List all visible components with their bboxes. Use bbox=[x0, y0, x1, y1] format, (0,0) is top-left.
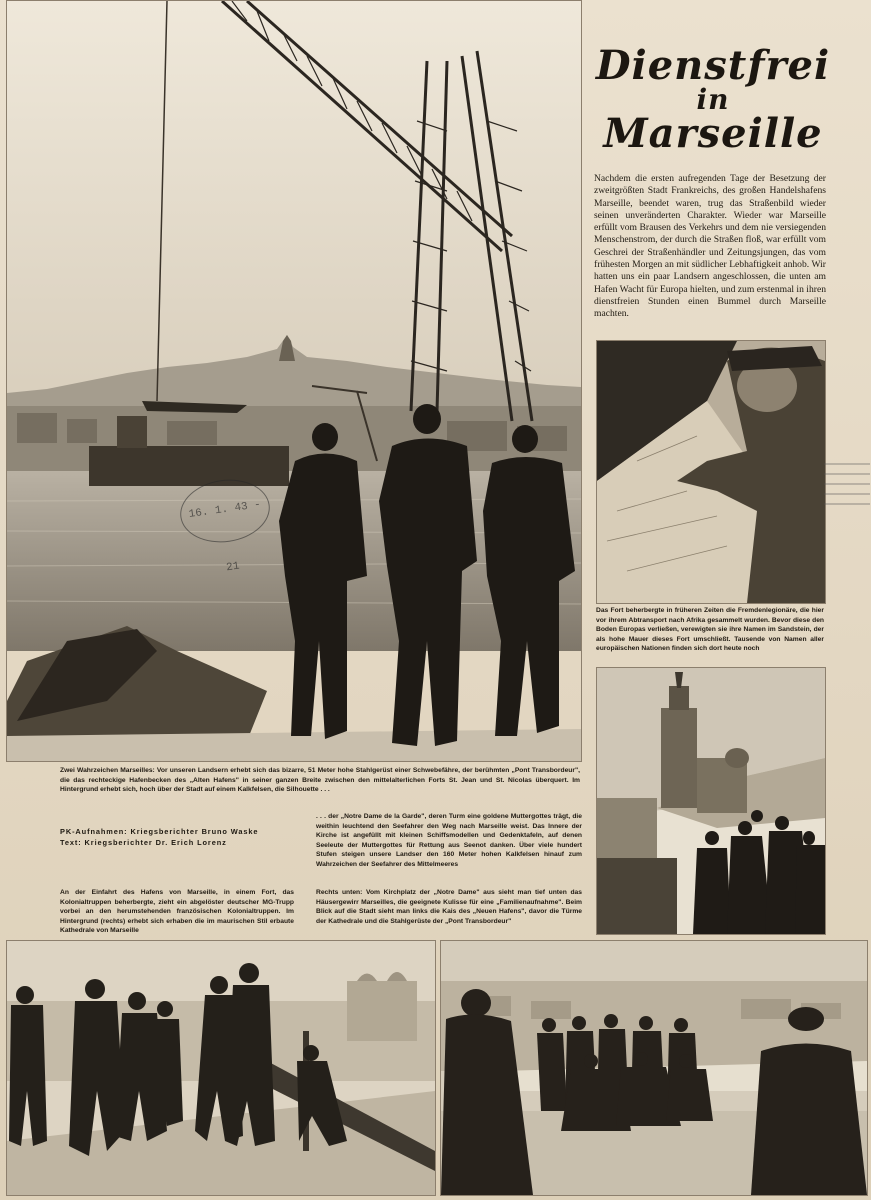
caption-fort: Das Fort beherbergte in früheren Zeiten die Fremdenlegionäre, die hier vor ihrem Abtransport nach Afrika gesammelt wurden. Bevor diese den Boden Europas verließen, verewigten sie ihre Namen im Sandstein, der als hohe Mauer dieses Fort umschließt. Tausende von Namen aller europäischen Nationen finden sich dort heute noch bbox=[596, 607, 824, 653]
title-line-2: in bbox=[696, 83, 730, 116]
credit-text: Text: Kriegsberichter Dr. Erich Lorenz bbox=[60, 838, 227, 847]
title-line-3: Marseille bbox=[603, 110, 823, 157]
caption-notre-dame: . . . der „Notre Dame de la Garde", deren Turm eine goldene Muttergottes trägt, die weithin leuchtend den Seefahrer den Weg nach Marseille weist. Das Innere der Kirche ist angefüllt mit kleinen Schiffsmodellen und Gedenktafeln, auf denen Seeleute der Muttergottes für Rettung aus Seenot danken. Über viele hundert Stufen steigen unsere Landser den 160 Meter hohen Kalkfelsen hinauf zum Wahrzeichen der Seefahrer des Mittelmeeres bbox=[316, 813, 582, 868]
fort-wall-photo bbox=[596, 340, 826, 604]
group-photo bbox=[440, 940, 868, 1196]
mg-troop-photo bbox=[6, 940, 436, 1196]
caption-church-square: Rechts unten: Vom Kirchplatz der „Notre Dame" aus sieht man tief unten das Häusergewirr Marseilles, die geeignete Kulisse für eine „Familienaufnahme". Beim Blick auf die Stadt sieht man links die Kais des „Neuen Hafens", davor die Türme der Kathedrale und die Stahlgerüste der „Pont Transbordeur" bbox=[316, 889, 582, 925]
credit-photos: PK-Aufnahmen: Kriegsberichter Bruno Waske bbox=[60, 827, 259, 836]
postmark-stamp: 16. 1. 43 - 21 bbox=[176, 474, 274, 548]
article-title bbox=[590, 44, 836, 164]
caption-harbor-entrance: An der Einfahrt des Hafens von Marseille, in einem Fort, das Kolonialtruppen beherbergte, zieht ein abgelöster deutscher MG-Trupp vorbei an den herumstehenden französischen Kolonialtruppen. Im Hintergrund (rechts) erhebt sich erhaben die im maurischen Stil erbaute Kathedrale von Marseille bbox=[60, 889, 294, 935]
title-line-1: Dienstfrei bbox=[595, 42, 831, 89]
caption-main: Zwei Wahrzeichen Marseilles: Vor unseren Landsern erhebt sich das bizarre, 51 Meter hohe Stahlgerüst einer Schwebefähre, der berühmten „Pont Transbordeur", die das rechteckige Hafenbecken des „Alten Hafens" in seiner ganzen Breite zwischen den mittelalterlichen Forts St. Jean und St. Nicolas überquert. Im Hintergrund erhebt sich, hoch über der Stadt auf einem Kalkfelsen, die Silhouette . . . bbox=[60, 767, 580, 794]
photo-credits bbox=[60, 826, 300, 848]
main-photo-transporter-bridge bbox=[6, 0, 582, 762]
postmark-lines bbox=[824, 456, 870, 516]
notre-dame-photo bbox=[596, 667, 826, 935]
article-lead: Nachdem die ersten aufregenden Tage der Besetzung der zweitgrößten Stadt Frankreichs, des großen Handelshafens Marseille, beendet waren, trug das Straßenbild wieder seinen unveränderten Charakter. Wieder war Marseille erfüllt vom Brausen des Verkehrs und dem nie versiegenden Menschenstrom, der durch die Straßen floß, war erfüllt vom Geschrei der Straßenhändler und Zeitungsjungen, das vom frühesten Morgen an mit südlicher Lebhaftigkeit anhob. Wir hatten uns ein paar Landsern angeschlossen, die unten am Hafen Wacht für Europa hielten, und zum erstenmal in ihren dienstfreien Stunden einen Bummel durch Marseille machten. bbox=[594, 173, 826, 320]
